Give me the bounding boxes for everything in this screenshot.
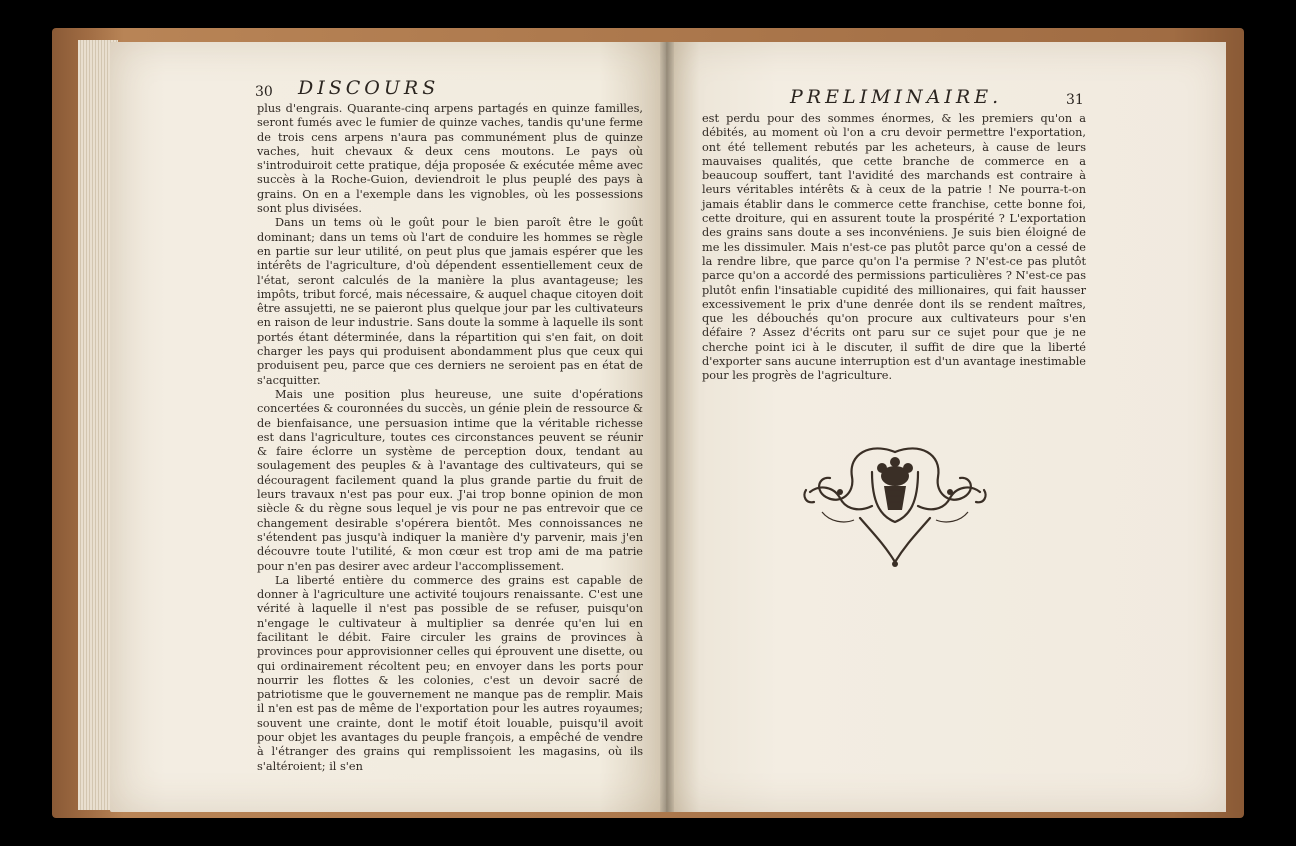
left-page-text <box>257 102 643 774</box>
right-page-number: 31 <box>1066 92 1084 108</box>
left-page-number: 30 <box>255 84 273 100</box>
left-paragraph-3: Mais une position plus heureuse, une suite d'opérations concertées & couronnées du succès, un génie plein de ressource & de bienfaisance, une persuasion intime que la véritable richesse est dans l'agriculture, toutes ces circonstances peuvent se réunir & faire éclorre un système de perception doux, tendant au soulagement des peuples & à l'avantage des cultivateurs, qui se découragent facilement quand la plus grande partie du fruit de leurs travaux n'est pas pour eux. J'ai trop bonne opinion de mon siècle & du règne sous lequel je vis pour ne pas entrevoir que ce changement desirable s'opérera bientôt. Mes connoissances ne s'étendent pas jusqu'à indiquer la manière d'y parvenir, mais j'en découvre toute l'utilité, & mon cœur est trop ami de ma patrie pour n'en pas desirer avec ardeur l'accomplissement. <box>257 387 643 573</box>
floral-ornament-icon <box>800 432 990 572</box>
right-running-head: PRELIMINAIRE. <box>790 86 1003 108</box>
book-gutter <box>660 42 674 812</box>
right-page-text <box>702 112 1086 384</box>
left-paragraph-1: plus d'engrais. Quarante-cinq arpens partagés en quinze familles, seront fumés avec le fumier de quinze vaches, tandis qu'une ferme de trois cens arpens n'aura pas communément plus de quinze vaches, huit chevaux & deux cens moutons. Le pays où s'introduiroit cette pratique, déja proposée & exécutée même avec succès à la Roche-Guion, deviendroit le plus peuplé des pays à grains. On en a l'exemple dans les vignobles, où les possessions sont plus divisées. <box>257 102 643 216</box>
left-paragraph-2: Dans un tems où le goût pour le bien paroît être le goût dominant; dans un tems où l'art de conduire les hommes se règle en partie sur leur utilité, on peut plus que jamais espérer que les intérêts de l'agriculture, d'où dépendent essentiellement ceux de l'état, seront calculés de la manière la plus avantageuse; les impôts, tribut forcé, mais nécessaire, & auquel chaque citoyen doit être assujetti, ne se paieront plus quelque jour par les cultivateurs en raison de leur industrie. Sans doute la somme à laquelle ils sont portés étant déterminée, dans la répartition qui s'en fait, on doit charger les pays qui produisent abondamment plus que ceux qui produisent peu, parce que ces derniers ne seroient pas en état de s'acquitter. <box>257 216 643 387</box>
left-paragraph-4: La liberté entière du commerce des grains est capable de donner à l'agriculture une activité toujours renaissante. C'est une vérité à laquelle il n'est pas possible de se refuser, puisqu'on n'engage le cultivateur à multiplier sa denrée qu'en lui en facilitant le débit. Faire circuler les grains de provinces à provinces pour approvisionner celles qui éprouvent une disette, ou qui ordinairement récoltent peu; en envoyer dans les ports pour nourrir les flottes & les colonies, c'est un devoir sacré de patriotisme que le gouvernement ne manque pas de remplir. Mais il n'en est pas de même de l'exportation pour les autres royaumes; souvent une crainte, dont le motif étoit louable, puisqu'il avoit pour objet les avantages du peuple françois, a empêché de vendre à l'étranger des grains qui remplissoient les magasins, où ils s'altéroient; il s'en <box>257 573 643 773</box>
right-paragraph-1: est perdu pour des sommes énormes, & les premiers qu'on a débités, au moment où l'on a cru devoir permettre l'exportation, ont été tellement rebutés par les acheteurs, à cause de leurs mauvaises qualités, que cette branche de commerce en a beaucoup souffert, tant l'avidité des marchands est contraire à leurs véritables intérêts & à ceux de la patrie ! Ne pourra-t-on jamais établir dans le commerce cette franchise, cette bonne foi, cette droiture, qui en assurent toute la prospérité ? L'exportation des grains sans doute a ses inconvéniens. Je suis bien éloigné de me les dissimuler. Mais n'est-ce pas plutôt parce qu'on a cessé de la rendre libre, que parce qu'on l'a permise ? N'est-ce pas plutôt parce qu'on a accordé des permissions particulières ? N'est-ce pas plutôt enfin l'insatiable cupidité des millionaires, qui fait hausser excessivement le prix d'une denrée dont ils se rendent maîtres, que les débouchés qu'on procure aux cultivateurs pour s'en défaire ? Assez d'écrits ont paru sur ce sujet pour que je ne cherche point ici à le discuter, il suffit de dire que la liberté d'exporter sans aucune interruption est d'un avantage inestimable pour les progrès de l'agriculture. <box>702 112 1086 383</box>
left-running-head: DISCOURS <box>298 77 440 99</box>
